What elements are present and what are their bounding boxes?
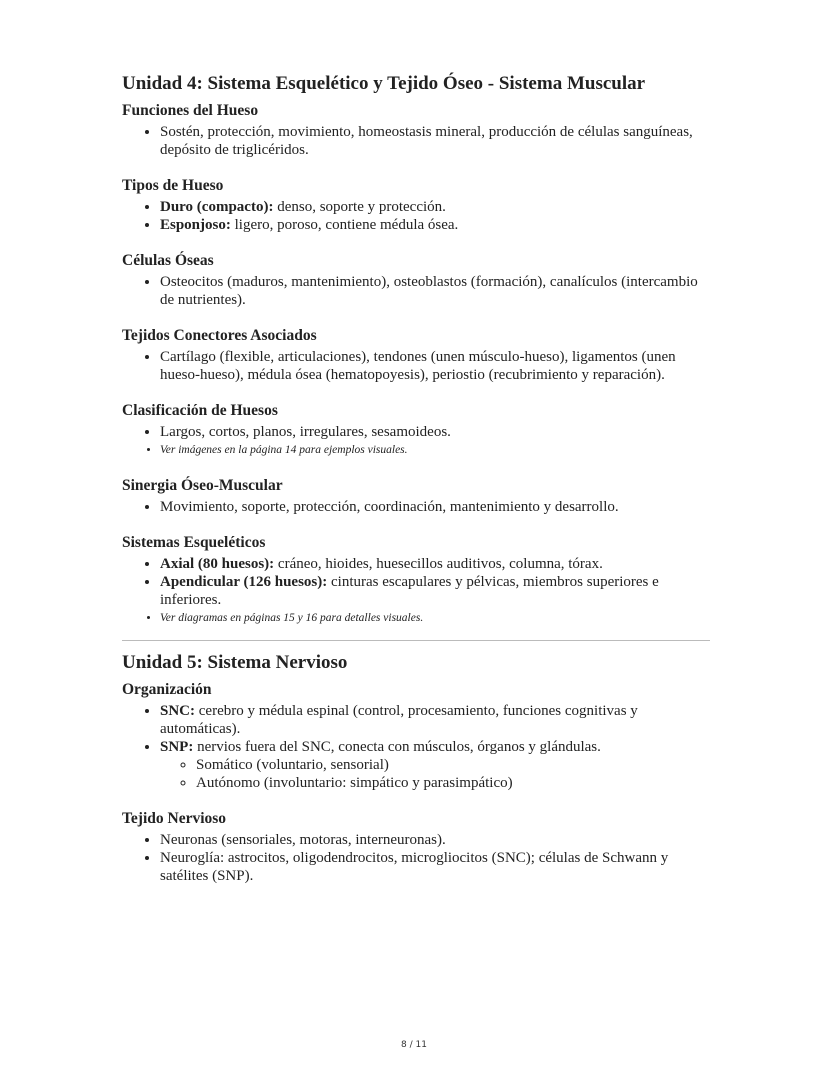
list-item bbox=[160, 498, 710, 516]
section-heading: Tejido Nervioso bbox=[122, 810, 227, 827]
list-item bbox=[160, 573, 710, 609]
bullet-list bbox=[122, 831, 710, 885]
section-heading: Sistemas Esqueléticos bbox=[122, 534, 266, 551]
item-text: nervios fuera del SNC, conecta con músculos, órganos y glándulas. bbox=[193, 739, 601, 755]
term-label: SNP: bbox=[160, 739, 194, 755]
bullet-list bbox=[122, 348, 710, 384]
section-heading: Tipos de Hueso bbox=[122, 177, 224, 194]
list-item bbox=[160, 702, 710, 738]
list-item bbox=[160, 738, 710, 792]
item-text: cráneo, hioides, huesecillos auditivos, columna, tórax. bbox=[274, 556, 603, 572]
section-divider bbox=[122, 640, 710, 641]
term-label: Apendicular (126 huesos): bbox=[160, 574, 328, 590]
list-item bbox=[160, 216, 710, 234]
list-item bbox=[160, 555, 710, 573]
section-heading: Sinergia Óseo-Muscular bbox=[122, 477, 283, 494]
document-page bbox=[122, 72, 710, 902]
list-item bbox=[160, 348, 710, 384]
unit-title: Unidad 4: Sistema Esquelético y Tejido Óseo - Sistema Muscular bbox=[122, 73, 646, 94]
term-label: SNC: bbox=[160, 703, 196, 719]
section-heading: Tejidos Conectores Asociados bbox=[122, 327, 317, 344]
term-label: Axial (80 huesos): bbox=[160, 556, 275, 572]
section-heading: Clasificación de Huesos bbox=[122, 402, 278, 419]
sub-item: ◦ Autónomo (involuntario: simpático y parasimpático) bbox=[196, 774, 710, 792]
item-text: Cartílago (flexible, articulaciones), tendones (unen músculo-hueso), ligamentos (unen hueso-hueso), médula ósea (hematopoyesis), periostio (recubrimiento y reparación). bbox=[160, 349, 676, 383]
note-item bbox=[160, 609, 710, 627]
sub-list bbox=[160, 756, 710, 792]
item-text: cerebro y médula espinal (control, procesamiento, funciones cognitivas y automáticas). bbox=[160, 703, 638, 737]
list-item bbox=[160, 423, 710, 441]
item-text: Largos, cortos, planos, irregulares, sesamoideos. bbox=[160, 424, 451, 440]
bullet-list bbox=[122, 702, 710, 792]
item-text: denso, soporte y protección. bbox=[273, 199, 446, 215]
list-item bbox=[160, 849, 710, 885]
item-text: Sostén, protección, movimiento, homeostasis mineral, producción de células sanguíneas, depósito de triglicéridos. bbox=[160, 124, 693, 158]
item-text: ligero, poroso, contiene médula ósea. bbox=[230, 217, 459, 233]
section-heading: Organización bbox=[122, 681, 212, 698]
bullet-list bbox=[122, 198, 710, 234]
item-text: Movimiento, soporte, protección, coordinación, mantenimiento y desarrollo. bbox=[160, 499, 619, 515]
item-text: Neuroglía: astrocitos, oligodendrocitos, microgliocitos (SNC); células de Schwann y satélites (SNP). bbox=[160, 850, 669, 884]
term-label: Esponjoso: bbox=[160, 217, 231, 233]
item-text: Ver diagramas en páginas 15 y 16 para detalles visuales. bbox=[160, 612, 424, 624]
list-item bbox=[160, 123, 710, 159]
list-item bbox=[160, 198, 710, 216]
item-text: Ver imágenes en la página 14 para ejemplos visuales. bbox=[160, 444, 408, 456]
sub-item: ◦ Somático (voluntario, sensorial) bbox=[196, 756, 710, 774]
term-label: Duro (compacto): bbox=[160, 199, 274, 215]
list-item bbox=[160, 273, 710, 309]
page-number: 8 / 11 bbox=[401, 1040, 427, 1050]
note-item bbox=[160, 441, 710, 459]
section-heading: Células Óseas bbox=[122, 252, 214, 269]
bullet-list bbox=[122, 123, 710, 159]
bullet-list bbox=[122, 555, 710, 627]
unit-title: Unidad 5: Sistema Nervioso bbox=[122, 652, 348, 673]
item-text: cinturas escapulares y pélvicas, miembros superiores e inferiores. bbox=[160, 574, 659, 608]
list-item bbox=[160, 831, 710, 849]
item-text: Osteocitos (maduros, mantenimiento), osteoblastos (formación), canalículos (intercambio de nutrientes). bbox=[160, 274, 698, 308]
item-text: Neuronas (sensoriales, motoras, interneuronas). bbox=[160, 832, 446, 848]
section-heading: Funciones del Hueso bbox=[122, 102, 259, 119]
bullet-list bbox=[122, 273, 710, 309]
bullet-list bbox=[122, 423, 710, 459]
bullet-list bbox=[122, 498, 710, 516]
